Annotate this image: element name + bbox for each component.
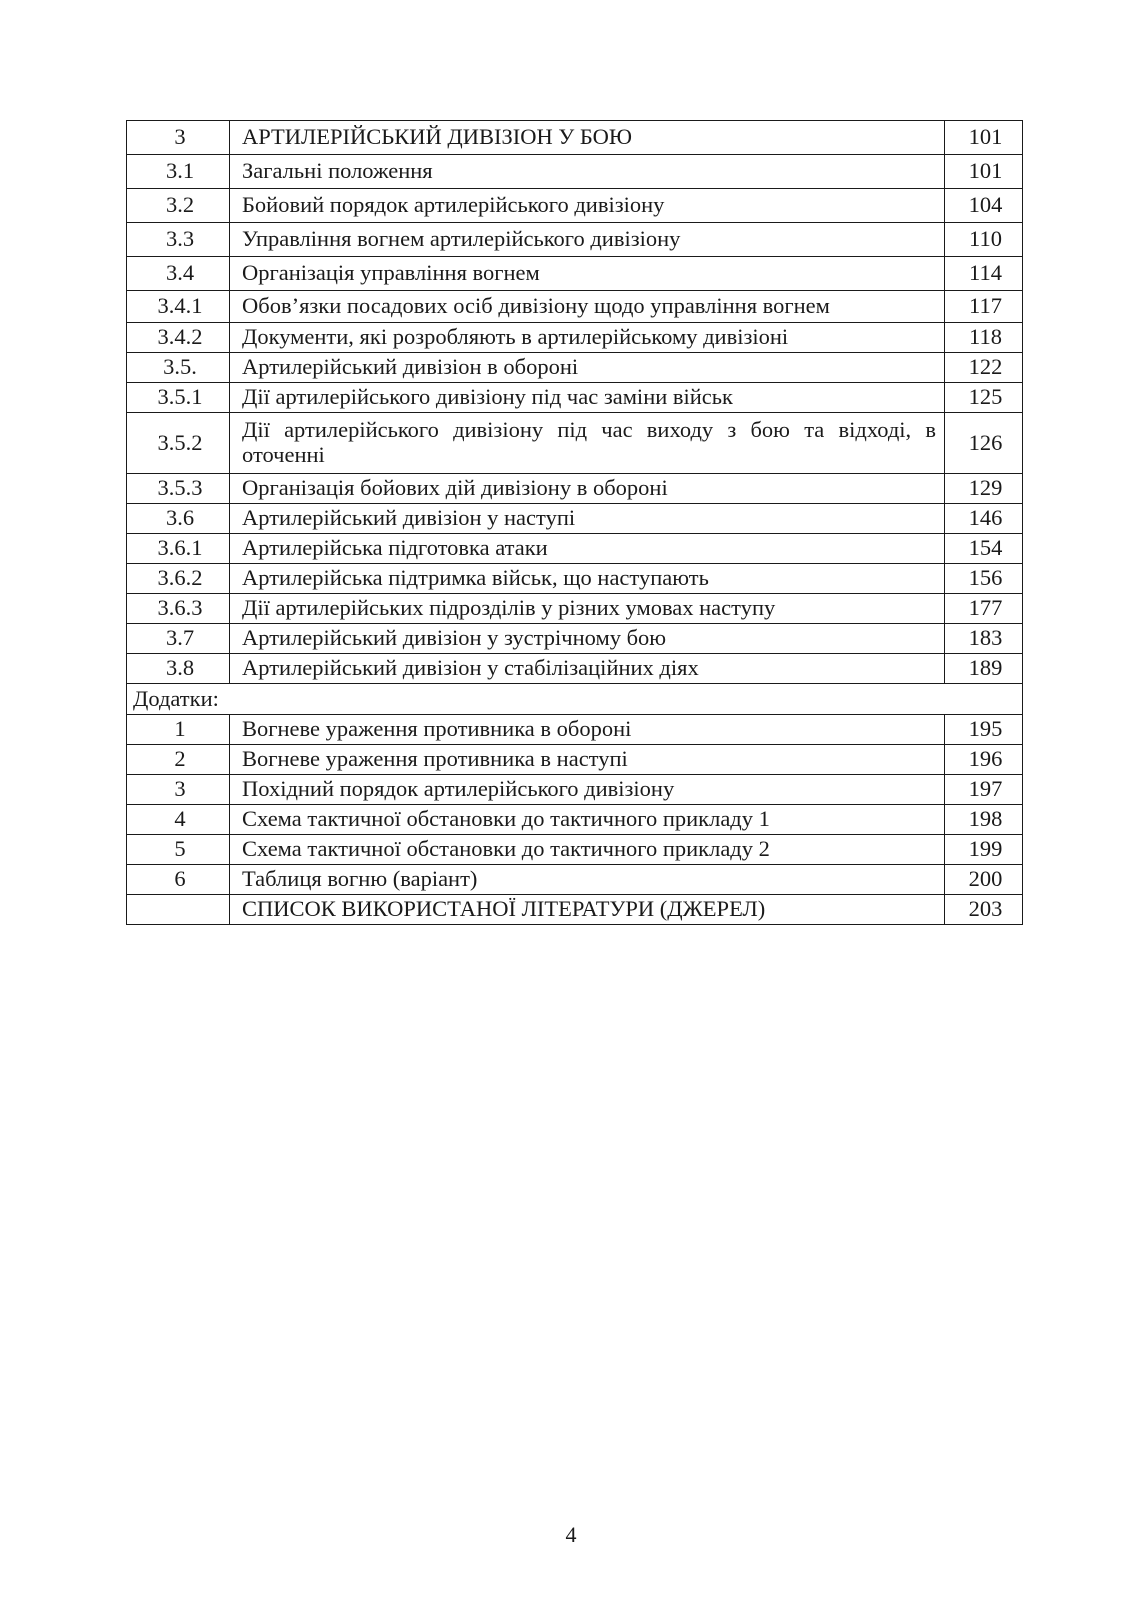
toc-section-title: Бойовий порядок артилерійського дивізіону bbox=[230, 189, 945, 223]
toc-row bbox=[127, 534, 1023, 564]
toc-section-title: Управління вогнем артилерійського дивізіону bbox=[230, 223, 945, 257]
toc-section-number: 3.5.3 bbox=[127, 474, 230, 504]
toc-row bbox=[127, 564, 1023, 594]
appendix-heading: Додатки: bbox=[127, 684, 1023, 715]
toc-page-number: 101 bbox=[945, 155, 1023, 189]
toc-section-number: 3.4 bbox=[127, 257, 230, 291]
toc-page-number: 101 bbox=[945, 121, 1023, 155]
toc-page-number: 125 bbox=[945, 383, 1023, 413]
appendix-number: 2 bbox=[127, 745, 230, 775]
toc-section-title: Артилерійська підготовка атаки bbox=[230, 534, 945, 564]
toc-section-number: 3.5. bbox=[127, 353, 230, 383]
toc-row bbox=[127, 474, 1023, 504]
appendix-title: Таблиця вогню (варіант) bbox=[230, 865, 945, 895]
toc-section-title: Артилерійський дивізіон в обороні bbox=[230, 353, 945, 383]
page-number: 4 bbox=[565, 1522, 577, 1547]
toc-row bbox=[127, 189, 1023, 223]
toc-page-number: 183 bbox=[945, 624, 1023, 654]
appendix-page-number: 198 bbox=[945, 805, 1023, 835]
appendix-title: Схема тактичної обстановки до тактичного прикладу 2 bbox=[230, 835, 945, 865]
toc-section-number: 3.1 bbox=[127, 155, 230, 189]
appendix-number: 5 bbox=[127, 835, 230, 865]
appendix-title: Схема тактичної обстановки до тактичного прикладу 1 bbox=[230, 805, 945, 835]
toc-section-title: Артилерійський дивізіон у стабілізаційних діях bbox=[230, 654, 945, 684]
toc-section-title: Дії артилерійського дивізіону під час заміни військ bbox=[230, 383, 945, 413]
toc-section-number: 3.6.1 bbox=[127, 534, 230, 564]
appendix-title: Похідний порядок артилерійського дивізіону bbox=[230, 775, 945, 805]
appendix-row bbox=[127, 865, 1023, 895]
appendix-row bbox=[127, 895, 1023, 925]
toc-page-number: 114 bbox=[945, 257, 1023, 291]
toc-section-number: 3.4.1 bbox=[127, 291, 230, 323]
toc-section-number: 3.4.2 bbox=[127, 323, 230, 353]
toc-section-number: 3.6.3 bbox=[127, 594, 230, 624]
toc-section-number: 3.2 bbox=[127, 189, 230, 223]
toc-section-title: Організація управління вогнем bbox=[230, 257, 945, 291]
toc-section-number: 3.5.2 bbox=[127, 413, 230, 474]
toc-section-title: АРТИЛЕРІЙСЬКИЙ ДИВІЗІОН У БОЮ bbox=[230, 121, 945, 155]
toc-page-number: 129 bbox=[945, 474, 1023, 504]
toc-section-number: 3.6.2 bbox=[127, 564, 230, 594]
appendix-row bbox=[127, 835, 1023, 865]
appendix-page-number: 195 bbox=[945, 715, 1023, 745]
toc-section-number: 3.3 bbox=[127, 223, 230, 257]
appendix-number: 1 bbox=[127, 715, 230, 745]
appendix-page-number: 197 bbox=[945, 775, 1023, 805]
toc-section-number: 3.8 bbox=[127, 654, 230, 684]
toc-page-number: 117 bbox=[945, 291, 1023, 323]
toc-row bbox=[127, 624, 1023, 654]
toc-row bbox=[127, 323, 1023, 353]
toc-row bbox=[127, 383, 1023, 413]
toc-section-title: Дії артилерійських підрозділів у різних умовах наступу bbox=[230, 594, 945, 624]
toc-section-title: Артилерійський дивізіон у зустрічному бою bbox=[230, 624, 945, 654]
toc-row bbox=[127, 155, 1023, 189]
toc-section-number: 3.5.1 bbox=[127, 383, 230, 413]
appendix-page-number: 203 bbox=[945, 895, 1023, 925]
toc-page-number: 156 bbox=[945, 564, 1023, 594]
toc-section-title: Документи, які розробляють в артилерійському дивізіоні bbox=[230, 323, 945, 353]
appendix-row bbox=[127, 805, 1023, 835]
toc-section-title: Обов’язки посадових осіб дивізіону щодо управління вогнем bbox=[230, 291, 945, 323]
appendix-row bbox=[127, 745, 1023, 775]
appendix-title: СПИСОК ВИКОРИСТАНОЇ ЛІТЕРАТУРИ (ДЖЕРЕЛ) bbox=[230, 895, 945, 925]
toc-row bbox=[127, 654, 1023, 684]
appendix-title: Вогневе ураження противника в наступі bbox=[230, 745, 945, 775]
toc-row bbox=[127, 291, 1023, 323]
toc-section-number: 3.7 bbox=[127, 624, 230, 654]
toc-page-number: 146 bbox=[945, 504, 1023, 534]
toc-page-number: 154 bbox=[945, 534, 1023, 564]
toc-section-title: Дії артилерійського дивізіону під час виходу з бою та відході, в оточенні bbox=[230, 413, 945, 474]
toc-section-number: 3 bbox=[127, 121, 230, 155]
toc-row bbox=[127, 121, 1023, 155]
toc-page-number: 122 bbox=[945, 353, 1023, 383]
appendix-row bbox=[127, 715, 1023, 745]
toc-page-number: 104 bbox=[945, 189, 1023, 223]
toc-page-number: 110 bbox=[945, 223, 1023, 257]
table-of-contents bbox=[126, 120, 1023, 925]
toc-row bbox=[127, 413, 1023, 474]
appendix-number: 6 bbox=[127, 865, 230, 895]
toc-section-title: Артилерійський дивізіон у наступі bbox=[230, 504, 945, 534]
appendix-number bbox=[127, 895, 230, 925]
toc-section-title: Загальні положення bbox=[230, 155, 945, 189]
toc-row bbox=[127, 504, 1023, 534]
appendix-page-number: 196 bbox=[945, 745, 1023, 775]
toc-section-number: 3.6 bbox=[127, 504, 230, 534]
toc-page-number: 118 bbox=[945, 323, 1023, 353]
appendix-page-number: 200 bbox=[945, 865, 1023, 895]
appendix-heading-row bbox=[127, 684, 1023, 715]
toc-page-number: 126 bbox=[945, 413, 1023, 474]
appendix-title: Вогневе ураження противника в обороні bbox=[230, 715, 945, 745]
toc-page-number: 177 bbox=[945, 594, 1023, 624]
toc-row bbox=[127, 353, 1023, 383]
toc-row bbox=[127, 257, 1023, 291]
appendix-number: 4 bbox=[127, 805, 230, 835]
toc-section-title: Артилерійська підтримка військ, що наступають bbox=[230, 564, 945, 594]
toc-section-title: Організація бойових дій дивізіону в обороні bbox=[230, 474, 945, 504]
toc-row bbox=[127, 594, 1023, 624]
appendix-page-number: 199 bbox=[945, 835, 1023, 865]
appendix-row bbox=[127, 775, 1023, 805]
toc-page-number: 189 bbox=[945, 654, 1023, 684]
toc-row bbox=[127, 223, 1023, 257]
appendix-number: 3 bbox=[127, 775, 230, 805]
